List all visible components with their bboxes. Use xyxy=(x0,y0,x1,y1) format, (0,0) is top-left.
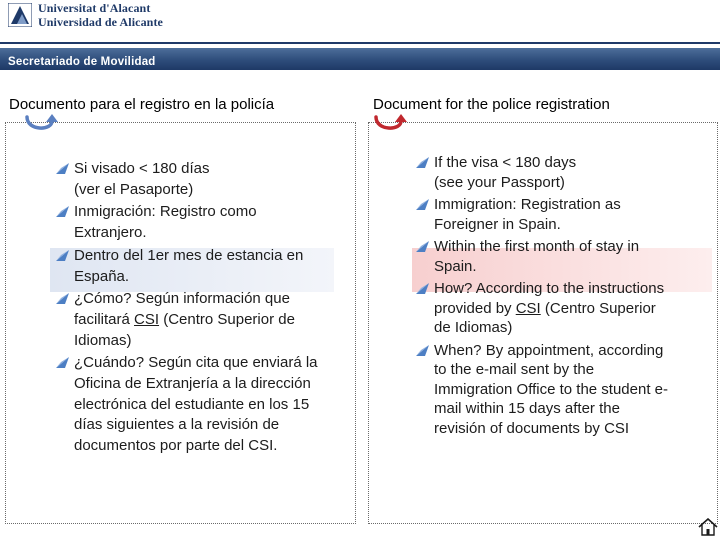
university-name-spanish: Universidad de Alicante xyxy=(38,15,163,29)
list-spanish xyxy=(56,159,356,459)
curved-arrow-icon xyxy=(373,113,407,135)
bullet-arrow-icon xyxy=(56,293,69,304)
bullet-arrow-icon xyxy=(416,199,429,210)
list-item: Si visado < 180 días (ver el Pasaporte) xyxy=(56,159,356,200)
title-english: Document for the police registration xyxy=(373,96,610,113)
header-divider xyxy=(0,42,720,44)
list-item: Immigration: Registration as Foreigner in Spain. xyxy=(416,195,716,234)
bullet-arrow-icon xyxy=(56,163,69,174)
list-item: How? According to the instructions provided by CSI (Centro Superior de Idiomas) xyxy=(416,279,716,338)
list-item: If the visa < 180 days (see your Passport) xyxy=(416,153,716,192)
list-english xyxy=(416,153,716,441)
list-item: Dentro del 1er mes de estancia en España. xyxy=(56,246,356,287)
bullet-arrow-icon xyxy=(416,241,429,252)
csi-link[interactable]: CSI xyxy=(515,299,541,317)
list-item: ¿Cómo? Según información que facilitará CSI (Centro Superior de Idiomas) xyxy=(56,289,356,351)
curved-arrow-icon xyxy=(24,113,58,135)
title-spanish: Documento para el registro en la policía xyxy=(9,96,275,113)
department-name: Secretariado de Movilidad xyxy=(8,56,156,68)
bullet-arrow-icon xyxy=(416,157,429,168)
csi-link[interactable]: CSI xyxy=(134,310,160,328)
home-icon[interactable] xyxy=(698,518,718,536)
bullet-arrow-icon xyxy=(56,357,69,368)
list-item: Within the first month of stay in Spain. xyxy=(416,237,716,276)
list-item: When? By appointment, according to the e-mail sent by the Immigration Office to the student e- mail within 15 days after the revisión of documents by CSI xyxy=(416,341,716,439)
bullet-arrow-icon xyxy=(416,345,429,356)
university-name-catalan: Universitat d'Alacant xyxy=(38,1,151,15)
header xyxy=(0,0,720,70)
list-item: ¿Cuándo? Según cita que enviará la Oficina de Extranjería a la dirección electrónica del estudiante en los 15 días siguientes a la revisión de documentos por parte del CSI. xyxy=(56,353,356,457)
bullet-arrow-icon xyxy=(56,250,69,261)
university-logo-icon xyxy=(8,3,32,27)
bullet-arrow-icon xyxy=(416,283,429,294)
list-item: Inmigración: Registro como Extranjero. xyxy=(56,202,356,243)
bullet-arrow-icon xyxy=(56,206,69,217)
